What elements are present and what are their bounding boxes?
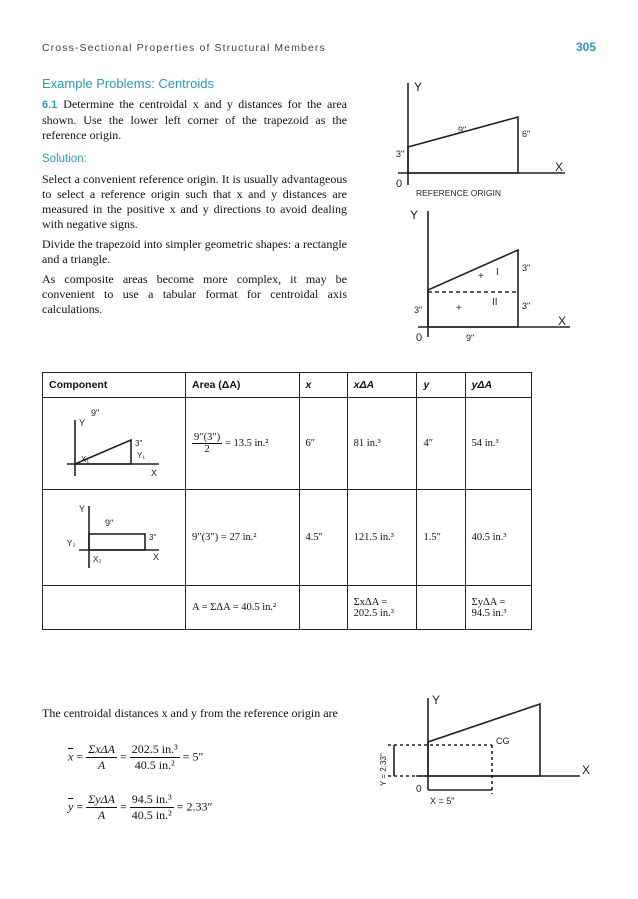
y-triangle: 4″ [417,398,465,490]
trapezoid-sketch-2 [370,205,590,350]
sketch2-right-top-dim: 3" [522,263,531,273]
problem-statement [42,97,347,143]
sketch2-region-2: II [492,297,498,308]
xbar-equation: $\overline{x}$ = $\frac{\text{ΣxΔA}}{A}$ = $\frac{\text{202.5 in.³}}{\text{40.5 in.²}}$ = 5″ [68,742,204,772]
total-xda: ΣxΔA = 202.5 in.³ [347,586,417,630]
total-area: A = ΣΔA = 40.5 in.² [186,586,300,630]
component-rectangle [43,490,186,586]
problem-number: 6.1 [42,99,58,111]
col-xda: xΔA [347,373,417,398]
svg-text:Y₂: Y₂ [67,539,76,548]
sketch2-region-1: I [496,267,499,278]
triangle-thumbnail [49,402,167,482]
page-number: 305 [575,40,596,54]
sketch2-right-bot-dim: 3" [522,301,531,311]
paragraph-1: Select a convenient reference origin. It is usually advantageous to select a reference origin such that x and y distances are measured in the positive x and y directions to avoid dealing with negative signs. [42,172,347,231]
sketch1-right-dim: 6" [522,129,531,139]
centroid-table [42,372,532,630]
col-area: Area (ΔA) [186,373,300,398]
col-yda: yΔA [465,373,531,398]
centroid-mark-1: + [478,271,484,282]
ybar-equation: $\overline{y}$ = $\frac{\text{ΣyΔA}}{A}$ = $\frac{\text{94.5 in.³}}{\text{40.5 in.²}}$ = 2.33″ [68,792,213,822]
table-row-rectangle [43,490,532,586]
sketch2-x-label: X [558,314,567,328]
svg-text:X₂: X₂ [93,555,102,564]
sketch1-origin: 0 [396,178,403,190]
svg-text:X: X [153,552,160,562]
totals-y-empty [417,586,465,630]
sketch1-note: REFERENCE ORIGIN [416,188,502,198]
svg-text:3": 3" [149,533,157,542]
area-triangle: $\frac{9''(3'')}{2}$ = 13.5 in.² [186,398,300,490]
cg-sketch [360,690,600,820]
sketch3-y-label: Y [432,693,441,707]
svg-text:Y: Y [79,418,86,428]
component-triangle [43,398,186,490]
problem-text: Determine the centroidal x and y distances for the area shown. Use the lower left corner of the trapezoid as the reference origin. [42,97,347,142]
section-title: Example Problems: Centroids [42,76,214,91]
x-triangle: 6″ [299,398,347,490]
sketch3-xbar: X = 5" [430,796,455,806]
yda-triangle: 54 in.³ [465,398,531,490]
totals-x-empty [299,586,347,630]
centroid-mark-2: + [456,303,462,314]
xda-triangle: 81 in.³ [347,398,417,490]
svg-text:3": 3" [135,439,143,448]
conclusion-text: The centroidal distances x and y from the reference origin are [42,706,338,720]
sketch3-origin: 0 [416,784,422,795]
sketch2-y-label: Y [410,208,419,222]
running-header: Cross-Sectional Properties of Structural Members [42,42,326,54]
y-rectangle: 1.5″ [417,490,465,586]
trapezoid-sketch-1 [370,75,590,205]
sketch2-bottom-dim: 9" [466,333,475,343]
col-x: x [299,373,347,398]
svg-text:X₁: X₁ [81,455,90,464]
sketch1-top-dim: 9" [458,125,467,135]
svg-text:X: X [151,468,158,478]
svg-text:Y: Y [79,504,86,514]
paragraph-3: As composite areas become more complex, it may be convenient to use a tabular format for centroidal axis calculations. [42,272,347,316]
table-totals-row [43,586,532,630]
svg-text:Y₁: Y₁ [137,451,146,460]
totals-empty [43,586,186,630]
sketch3-x-label: X [582,763,591,777]
table-row-triangle [43,398,532,490]
rectangle-thumbnail [49,496,167,576]
yda-rectangle: 40.5 in.³ [465,490,531,586]
col-component: Component [43,373,186,398]
sketch3-ybar: Y = 2.33" [379,753,388,786]
table-header-row [43,373,532,398]
sketch2-origin: 0 [416,332,423,344]
col-y: y [417,373,465,398]
x-rectangle: 4.5″ [299,490,347,586]
svg-text:9": 9" [91,408,100,418]
sketch1-y-label: Y [414,80,423,94]
xda-rectangle: 121.5 in.³ [347,490,417,586]
total-yda: ΣyΔA = 94.5 in.³ [465,586,531,630]
sketch1-x-label: X [555,160,564,174]
solution-paragraphs [42,172,347,317]
solution-label: Solution: [42,153,87,165]
sketch2-left-dim: 3" [414,305,423,315]
sketch3-cg: CG [496,736,510,746]
sketch1-left-dim: 3" [396,149,405,159]
area-rectangle: 9″(3″) = 27 in.² [186,490,300,586]
paragraph-2: Divide the trapezoid into simpler geometric shapes: a rectangle and a triangle. [42,237,347,266]
svg-text:9": 9" [105,518,114,528]
